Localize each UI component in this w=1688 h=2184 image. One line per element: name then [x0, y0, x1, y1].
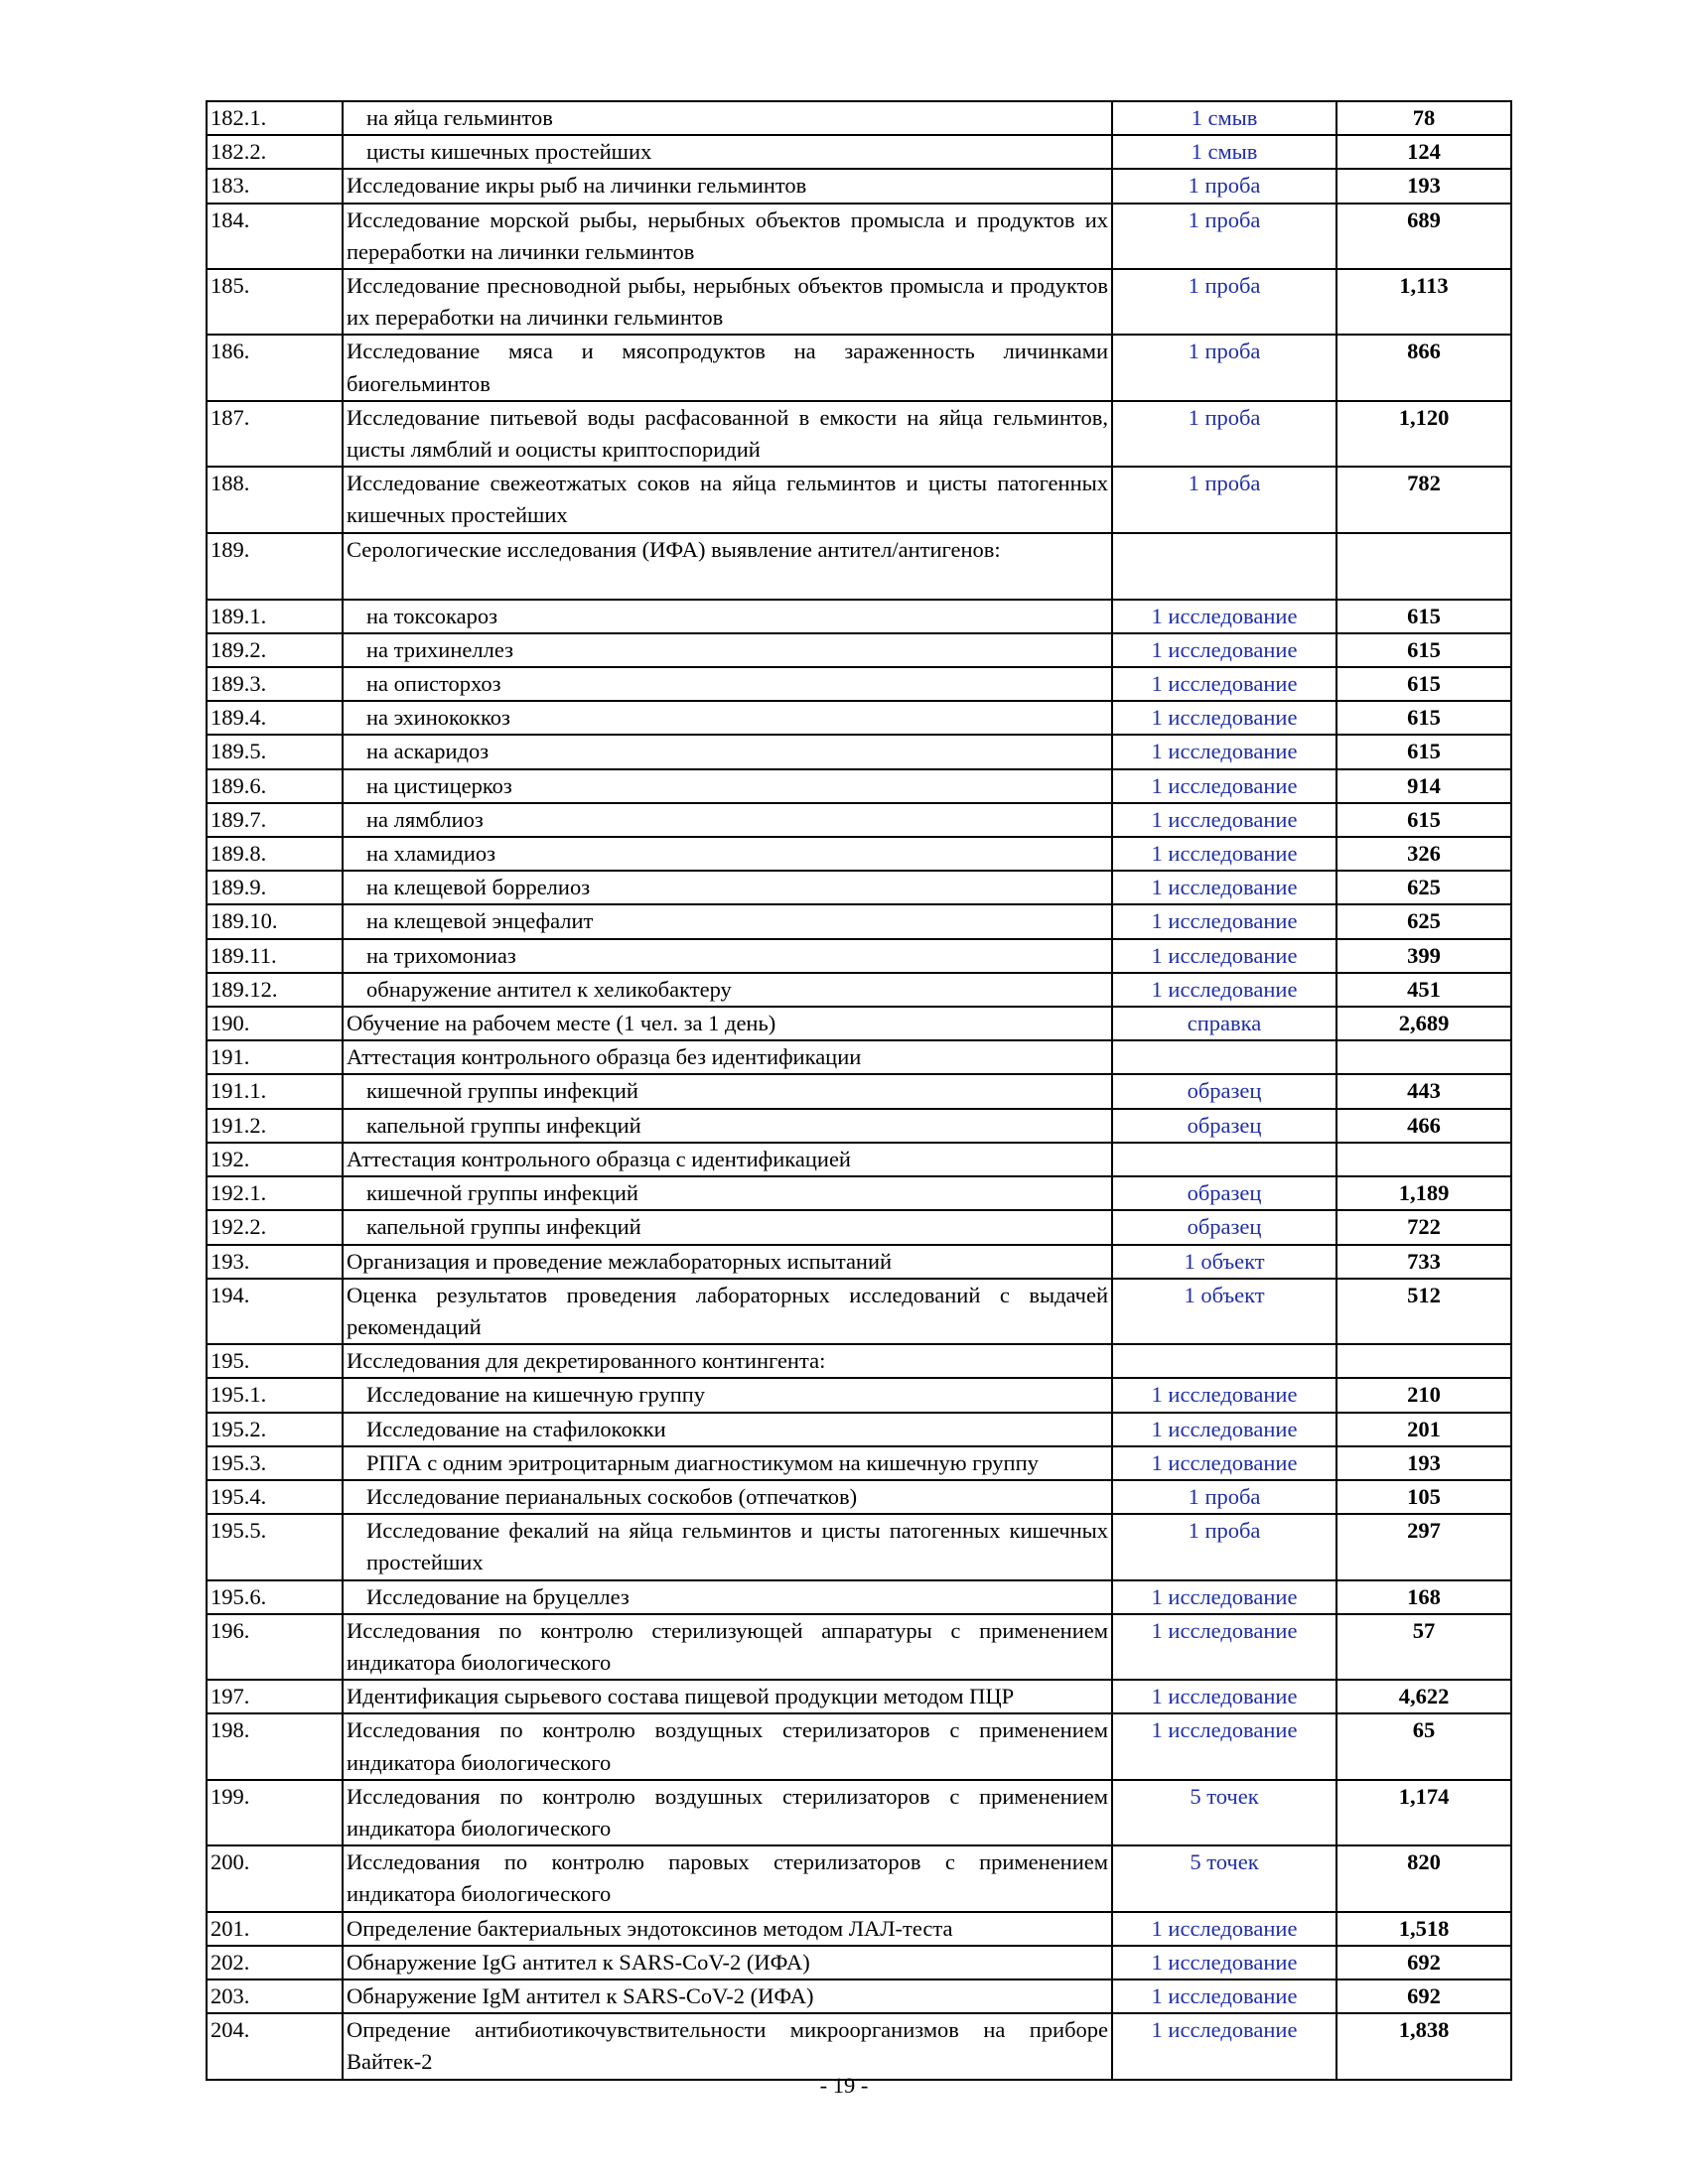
row-number-cell: 195.6.: [207, 1580, 343, 1614]
row-number-cell: 198.: [207, 1713, 343, 1779]
service-name-cell: Опредение антибиотикочувствительности микроорганизмов на приборе Вайтек-2: [343, 2013, 1112, 2079]
price-cell: 1,838: [1336, 2013, 1511, 2079]
table-row: [207, 904, 1511, 938]
service-name-cell: Исследования для декретированного контингента:: [343, 1344, 1112, 1378]
price-cell: 297: [1336, 1514, 1511, 1579]
service-name-cell: на хламидиоз: [343, 837, 1112, 871]
table-row: [207, 633, 1511, 667]
table-row: [207, 1074, 1511, 1108]
service-name-cell: на цистицеркоз: [343, 769, 1112, 803]
price-cell: 1,120: [1336, 401, 1511, 467]
service-name-cell: Исследования по контролю стерилизующей аппаратуры с применением индикатора биологического: [343, 1614, 1112, 1680]
unit-cell: 1 исследование: [1112, 1446, 1336, 1480]
unit-cell: 1 исследование: [1112, 1413, 1336, 1446]
price-cell: 692: [1336, 1979, 1511, 2013]
price-cell: 615: [1336, 667, 1511, 701]
service-name-cell: Исследование питьевой воды расфасованной в емкости на яйца гельминтов, цисты лямблий и ооцисты криптоспоридий: [343, 401, 1112, 467]
table-row: [207, 1680, 1511, 1713]
unit-cell: 1 исследование: [1112, 735, 1336, 768]
service-name-cell: Исследование свежеотжатых соков на яйца гельминтов и цисты патогенных кишечных простейших: [343, 467, 1112, 532]
service-name-cell: Исследования по контролю паровых стерилизаторов с применением индикатора биологического: [343, 1845, 1112, 1911]
price-cell: 615: [1336, 735, 1511, 768]
row-number-cell: 188.: [207, 467, 343, 532]
price-cell: 820: [1336, 1845, 1511, 1911]
row-number-cell: 200.: [207, 1845, 343, 1911]
price-cell: 1,189: [1336, 1176, 1511, 1210]
row-number-cell: 204.: [207, 2013, 343, 2079]
table-row: [207, 1040, 1511, 1074]
service-name-cell: Обнаружение IgG антител к SARS-CoV-2 (ИФА): [343, 1946, 1112, 1979]
unit-cell: 1 исследование: [1112, 2013, 1336, 2079]
row-number-cell: 196.: [207, 1614, 343, 1680]
table-row: [207, 1007, 1511, 1040]
service-name-cell: Организация и проведение межлабораторных испытаний: [343, 1245, 1112, 1279]
row-number-cell: 195.4.: [207, 1480, 343, 1514]
table-row: [207, 135, 1511, 169]
unit-cell: [1112, 1040, 1336, 1074]
row-number-cell: 203.: [207, 1979, 343, 2013]
table-row: [207, 871, 1511, 904]
service-name-cell: кишечной группы инфекций: [343, 1176, 1112, 1210]
row-number-cell: 186.: [207, 335, 343, 400]
row-number-cell: 195.1.: [207, 1378, 343, 1412]
unit-cell: образец: [1112, 1176, 1336, 1210]
row-number-cell: 195.: [207, 1344, 343, 1378]
table-row: [207, 401, 1511, 467]
price-cell: 782: [1336, 467, 1511, 532]
service-name-cell: Серологические исследования (ИФА) выявление антител/антигенов:: [343, 533, 1112, 600]
service-name-cell: Исследование морской рыбы, нерыбных объектов промысла и продуктов их переработки на личинки гельминтов: [343, 204, 1112, 269]
unit-cell: 1 проба: [1112, 335, 1336, 400]
unit-cell: 1 смыв: [1112, 101, 1336, 135]
table-row: [207, 1780, 1511, 1845]
unit-cell: образец: [1112, 1210, 1336, 1244]
service-name-cell: Оценка результатов проведения лабораторных исследований с выдачей рекомендаций: [343, 1279, 1112, 1344]
table-row: [207, 1912, 1511, 1946]
price-cell: 168: [1336, 1580, 1511, 1614]
price-cell: 615: [1336, 600, 1511, 633]
price-cell: [1336, 1040, 1511, 1074]
row-number-cell: 192.: [207, 1143, 343, 1176]
unit-cell: 1 объект: [1112, 1279, 1336, 1344]
unit-cell: 1 проба: [1112, 1514, 1336, 1579]
service-name-cell: Аттестация контрольного образца без идентификации: [343, 1040, 1112, 1074]
service-name-cell: на аскаридоз: [343, 735, 1112, 768]
unit-cell: [1112, 533, 1336, 600]
service-name-cell: Исследования по контролю воздушных стерилизаторов с применением индикатора биологического: [343, 1780, 1112, 1845]
table-row: [207, 1143, 1511, 1176]
price-cell: [1336, 1344, 1511, 1378]
unit-cell: образец: [1112, 1109, 1336, 1143]
price-list-body: [207, 101, 1511, 2080]
service-name-cell: на клещевой боррелиоз: [343, 871, 1112, 904]
table-row: [207, 837, 1511, 871]
table-row: [207, 335, 1511, 400]
service-name-cell: Исследование икры рыб на личинки гельминтов: [343, 169, 1112, 203]
service-name-cell: на описторхоз: [343, 667, 1112, 701]
service-name-cell: капельной группы инфекций: [343, 1109, 1112, 1143]
price-cell: 733: [1336, 1245, 1511, 1279]
table-row: [207, 1480, 1511, 1514]
price-cell: 65: [1336, 1713, 1511, 1779]
table-row: [207, 1845, 1511, 1911]
price-cell: 105: [1336, 1480, 1511, 1514]
row-number-cell: 189.12.: [207, 973, 343, 1007]
unit-cell: 1 исследование: [1112, 939, 1336, 973]
service-name-cell: Идентификация сырьевого состава пищевой продукции методом ПЦР: [343, 1680, 1112, 1713]
unit-cell: 1 исследование: [1112, 1580, 1336, 1614]
unit-cell: [1112, 1344, 1336, 1378]
unit-cell: 1 исследование: [1112, 1946, 1336, 1979]
service-name-cell: Исследование перианальных соскобов (отпечатков): [343, 1480, 1112, 1514]
unit-cell: 1 исследование: [1112, 871, 1336, 904]
price-cell: 399: [1336, 939, 1511, 973]
service-name-cell: цисты кишечных простейших: [343, 135, 1112, 169]
unit-cell: 1 проба: [1112, 204, 1336, 269]
unit-cell: образец: [1112, 1074, 1336, 1108]
unit-cell: 1 проба: [1112, 269, 1336, 335]
price-cell: 914: [1336, 769, 1511, 803]
price-cell: 443: [1336, 1074, 1511, 1108]
table-row: [207, 769, 1511, 803]
row-number-cell: 189.11.: [207, 939, 343, 973]
price-cell: 1,518: [1336, 1912, 1511, 1946]
row-number-cell: 189.7.: [207, 803, 343, 837]
row-number-cell: 182.1.: [207, 101, 343, 135]
service-name-cell: на яйца гельминтов: [343, 101, 1112, 135]
row-number-cell: 195.5.: [207, 1514, 343, 1579]
service-name-cell: на трихинеллез: [343, 633, 1112, 667]
unit-cell: 1 смыв: [1112, 135, 1336, 169]
row-number-cell: 189.8.: [207, 837, 343, 871]
table-row: [207, 1614, 1511, 1680]
row-number-cell: 190.: [207, 1007, 343, 1040]
table-row: [207, 803, 1511, 837]
unit-cell: 1 исследование: [1112, 701, 1336, 735]
table-row: [207, 1580, 1511, 1614]
service-name-cell: Исследование на бруцеллез: [343, 1580, 1112, 1614]
price-cell: 124: [1336, 135, 1511, 169]
page-number: - 19 -: [819, 2073, 869, 2098]
table-row: [207, 1176, 1511, 1210]
table-row: [207, 735, 1511, 768]
row-number-cell: 183.: [207, 169, 343, 203]
service-name-cell: Исследование мяса и мясопродуктов на зараженность личинками биогельминтов: [343, 335, 1112, 400]
price-cell: 625: [1336, 904, 1511, 938]
price-cell: 692: [1336, 1946, 1511, 1979]
table-row: [207, 1413, 1511, 1446]
unit-cell: 1 исследование: [1112, 1912, 1336, 1946]
unit-cell: 5 точек: [1112, 1780, 1336, 1845]
unit-cell: 5 точек: [1112, 1845, 1336, 1911]
service-name-cell: Исследование фекалий на яйца гельминтов и цисты патогенных кишечных простейших: [343, 1514, 1112, 1579]
table-row: [207, 533, 1511, 600]
table-row: [207, 1279, 1511, 1344]
table-row: [207, 1109, 1511, 1143]
price-cell: 4,622: [1336, 1680, 1511, 1713]
table-row: [207, 2013, 1511, 2079]
price-cell: 512: [1336, 1279, 1511, 1344]
unit-cell: 1 исследование: [1112, 600, 1336, 633]
table-row: [207, 1210, 1511, 1244]
service-name-cell: Аттестация контрольного образца с идентификацией: [343, 1143, 1112, 1176]
price-cell: 57: [1336, 1614, 1511, 1680]
unit-cell: 1 исследование: [1112, 973, 1336, 1007]
service-name-cell: капельной группы инфекций: [343, 1210, 1112, 1244]
table-row: [207, 973, 1511, 1007]
service-name-cell: на эхинококкоз: [343, 701, 1112, 735]
table-row: [207, 1979, 1511, 2013]
price-cell: 2,689: [1336, 1007, 1511, 1040]
table-row: [207, 701, 1511, 735]
price-cell: 1,174: [1336, 1780, 1511, 1845]
row-number-cell: 189.10.: [207, 904, 343, 938]
unit-cell: 1 исследование: [1112, 633, 1336, 667]
unit-cell: 1 исследование: [1112, 837, 1336, 871]
unit-cell: 1 проба: [1112, 401, 1336, 467]
table-row: [207, 1344, 1511, 1378]
row-number-cell: 192.2.: [207, 1210, 343, 1244]
row-number-cell: 187.: [207, 401, 343, 467]
row-number-cell: 195.2.: [207, 1413, 343, 1446]
service-name-cell: Исследование на кишечную группу: [343, 1378, 1112, 1412]
price-list-table: [206, 100, 1512, 2081]
table-row: [207, 1378, 1511, 1412]
row-number-cell: 189.2.: [207, 633, 343, 667]
price-cell: 866: [1336, 335, 1511, 400]
unit-cell: 1 исследование: [1112, 1713, 1336, 1779]
price-cell: 615: [1336, 633, 1511, 667]
unit-cell: 1 исследование: [1112, 1614, 1336, 1680]
table-row: [207, 101, 1511, 135]
price-cell: 1,113: [1336, 269, 1511, 335]
row-number-cell: 182.2.: [207, 135, 343, 169]
row-number-cell: 189.4.: [207, 701, 343, 735]
service-name-cell: РПГА с одним эритроцитарным диагностикумом на кишечную группу: [343, 1446, 1112, 1480]
unit-cell: справка: [1112, 1007, 1336, 1040]
unit-cell: 1 исследование: [1112, 1680, 1336, 1713]
price-cell: 615: [1336, 803, 1511, 837]
service-name-cell: на лямблиоз: [343, 803, 1112, 837]
price-cell: 193: [1336, 1446, 1511, 1480]
price-cell: 625: [1336, 871, 1511, 904]
price-cell: 210: [1336, 1378, 1511, 1412]
row-number-cell: 202.: [207, 1946, 343, 1979]
unit-cell: 1 проба: [1112, 1480, 1336, 1514]
row-number-cell: 185.: [207, 269, 343, 335]
service-name-cell: на клещевой энцефалит: [343, 904, 1112, 938]
service-name-cell: Обучение на рабочем месте (1 чел. за 1 день): [343, 1007, 1112, 1040]
row-number-cell: 189.1.: [207, 600, 343, 633]
row-number-cell: 192.1.: [207, 1176, 343, 1210]
price-cell: 201: [1336, 1413, 1511, 1446]
service-name-cell: кишечной группы инфекций: [343, 1074, 1112, 1108]
unit-cell: [1112, 1143, 1336, 1176]
unit-cell: 1 исследование: [1112, 667, 1336, 701]
price-cell: 466: [1336, 1109, 1511, 1143]
service-name-cell: обнаружение антител к хеликобактеру: [343, 973, 1112, 1007]
unit-cell: 1 объект: [1112, 1245, 1336, 1279]
row-number-cell: 199.: [207, 1780, 343, 1845]
service-name-cell: Исследование на стафилококки: [343, 1413, 1112, 1446]
unit-cell: 1 исследование: [1112, 1979, 1336, 2013]
service-name-cell: на токсокароз: [343, 600, 1112, 633]
unit-cell: 1 проба: [1112, 467, 1336, 532]
row-number-cell: 191.2.: [207, 1109, 343, 1143]
price-cell: 451: [1336, 973, 1511, 1007]
table-row: [207, 269, 1511, 335]
row-number-cell: 197.: [207, 1680, 343, 1713]
service-name-cell: Обнаружение IgM антител к SARS-CoV-2 (ИФА): [343, 1979, 1112, 2013]
service-name-cell: Исследование пресноводной рыбы, нерыбных объектов промысла и продуктов их переработки на личинки гельминтов: [343, 269, 1112, 335]
price-cell: [1336, 533, 1511, 600]
row-number-cell: 189.5.: [207, 735, 343, 768]
table-row: [207, 169, 1511, 203]
table-row: [207, 1446, 1511, 1480]
row-number-cell: 193.: [207, 1245, 343, 1279]
table-row: [207, 204, 1511, 269]
service-name-cell: на трихомониаз: [343, 939, 1112, 973]
row-number-cell: 184.: [207, 204, 343, 269]
unit-cell: 1 исследование: [1112, 769, 1336, 803]
row-number-cell: 191.1.: [207, 1074, 343, 1108]
row-number-cell: 189.: [207, 533, 343, 600]
price-cell: 615: [1336, 701, 1511, 735]
table-row: [207, 1245, 1511, 1279]
service-name-cell: Исследования по контролю воздущных стерилизаторов с применением индикатора биологического: [343, 1713, 1112, 1779]
price-cell: 722: [1336, 1210, 1511, 1244]
row-number-cell: 191.: [207, 1040, 343, 1074]
table-row: [207, 667, 1511, 701]
unit-cell: 1 исследование: [1112, 803, 1336, 837]
row-number-cell: 189.3.: [207, 667, 343, 701]
unit-cell: 1 исследование: [1112, 904, 1336, 938]
unit-cell: 1 проба: [1112, 169, 1336, 203]
table-row: [207, 467, 1511, 532]
service-name-cell: Определение бактериальных эндотоксинов методом ЛАЛ-теста: [343, 1912, 1112, 1946]
table-row: [207, 1946, 1511, 1979]
price-cell: 78: [1336, 101, 1511, 135]
table-row: [207, 1713, 1511, 1779]
table-row: [207, 600, 1511, 633]
row-number-cell: 189.9.: [207, 871, 343, 904]
price-cell: 326: [1336, 837, 1511, 871]
price-cell: 193: [1336, 169, 1511, 203]
row-number-cell: 201.: [207, 1912, 343, 1946]
row-number-cell: 194.: [207, 1279, 343, 1344]
table-row: [207, 939, 1511, 973]
row-number-cell: 195.3.: [207, 1446, 343, 1480]
price-cell: 689: [1336, 204, 1511, 269]
price-cell: [1336, 1143, 1511, 1176]
unit-cell: 1 исследование: [1112, 1378, 1336, 1412]
row-number-cell: 189.6.: [207, 769, 343, 803]
table-row: [207, 1514, 1511, 1579]
